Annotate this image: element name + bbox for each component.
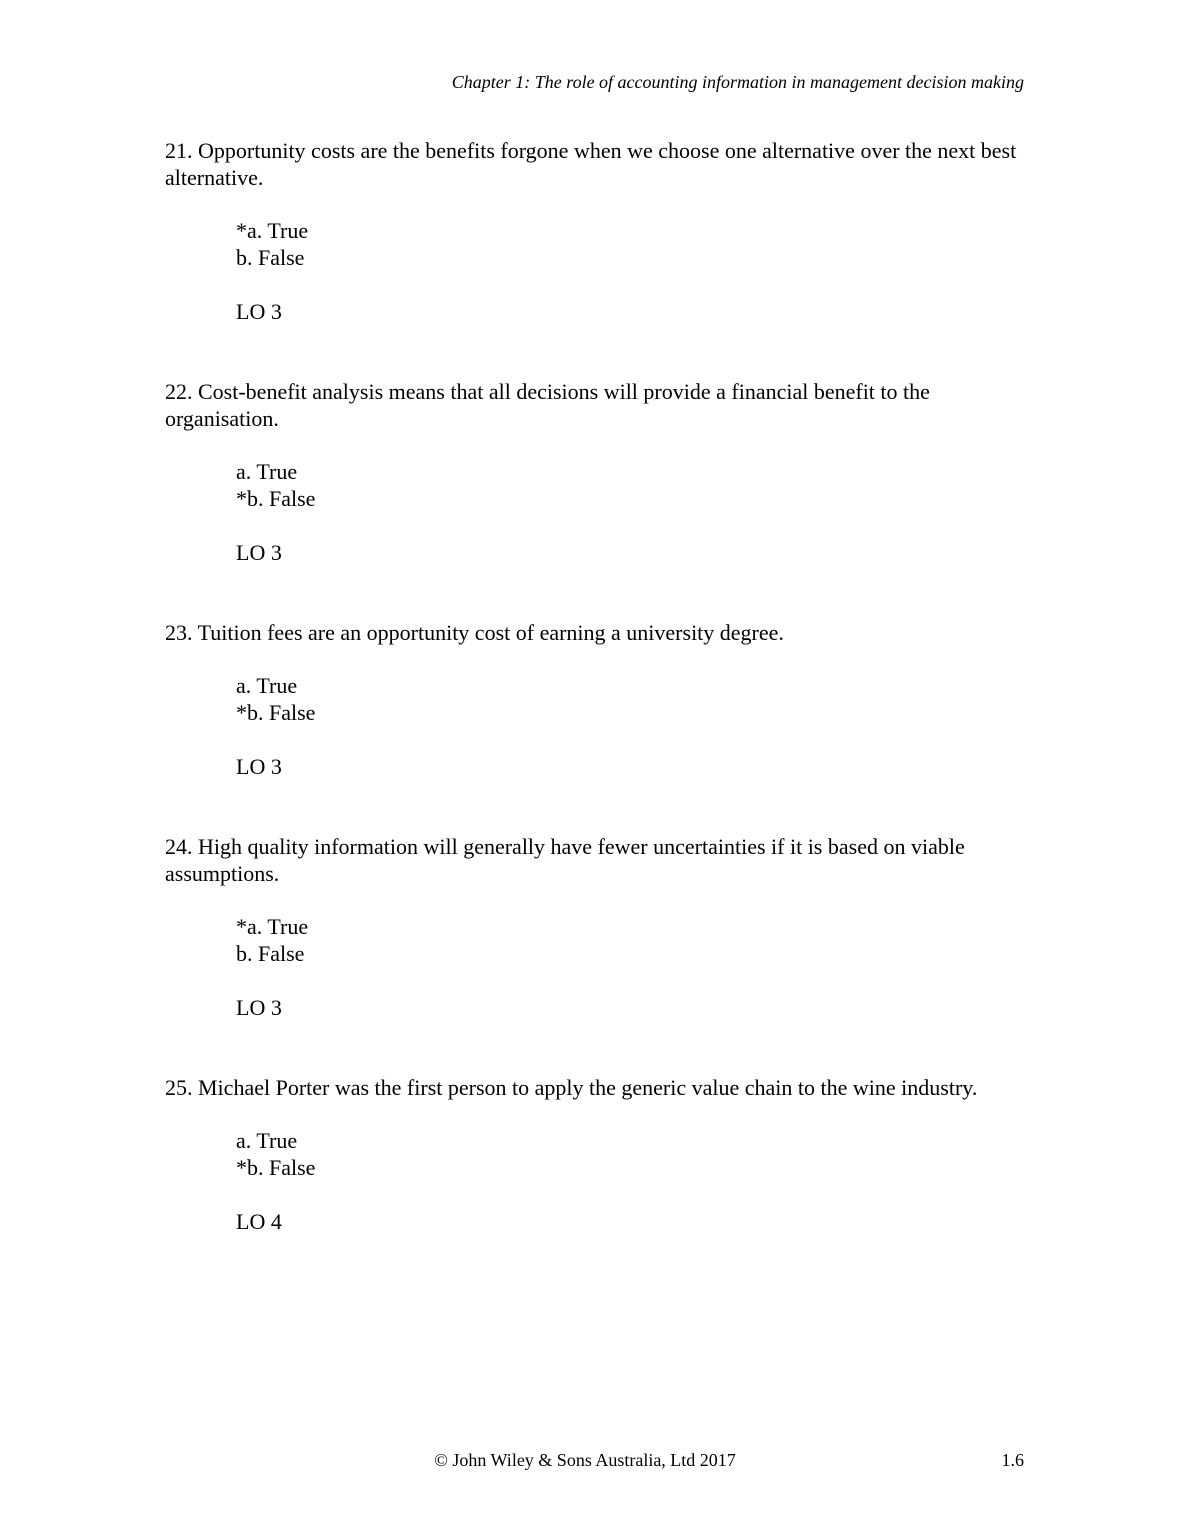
learning-objective: LO 4: [236, 1209, 282, 1234]
answer-options: [236, 1127, 1035, 1181]
option-b: *b. False: [236, 1155, 316, 1180]
question-text: 22. Cost-benefit analysis means that all decisions will provide a financial benefit to the organisation.: [165, 379, 930, 431]
option-a: a. True: [236, 673, 298, 698]
option-a: *a. True: [236, 218, 309, 243]
option-a: a. True: [236, 1128, 298, 1153]
option-b: *b. False: [236, 700, 316, 725]
option-b: b. False: [236, 941, 305, 966]
learning-objective: LO 3: [236, 995, 282, 1020]
page-number: 1.6: [1001, 1450, 1024, 1470]
option-a: *a. True: [236, 914, 309, 939]
footer-copyright: © John Wiley & Sons Australia, Ltd 2017: [434, 1450, 736, 1470]
learning-objective: LO 3: [236, 299, 282, 324]
answer-options: [236, 672, 1035, 726]
question-text: 25. Michael Porter was the first person to apply the generic value chain to the wine industry.: [165, 1075, 978, 1100]
question-text: 24. High quality information will generally have fewer uncertainties if it is based on viable assumptions.: [165, 834, 965, 886]
question-text: 23. Tuition fees are an opportunity cost of earning a university degree.: [165, 620, 784, 645]
question-24: [165, 833, 1035, 1021]
question-list: [165, 137, 1035, 1288]
question-21: [165, 137, 1035, 325]
question-text: 21. Opportunity costs are the benefits forgone when we choose one alternative over the next best alternative.: [165, 138, 1017, 190]
running-header: Chapter 1: The role of accounting information in management decision making: [451, 72, 1024, 92]
answer-options: [236, 458, 1035, 512]
option-b: *b. False: [236, 486, 316, 511]
answer-options: [236, 913, 1035, 967]
learning-objective: LO 3: [236, 540, 282, 565]
option-b: b. False: [236, 245, 305, 270]
question-25: [165, 1074, 1035, 1235]
answer-options: [236, 217, 1035, 271]
option-a: a. True: [236, 459, 298, 484]
question-22: [165, 378, 1035, 566]
learning-objective: LO 3: [236, 754, 282, 779]
question-23: [165, 619, 1035, 780]
